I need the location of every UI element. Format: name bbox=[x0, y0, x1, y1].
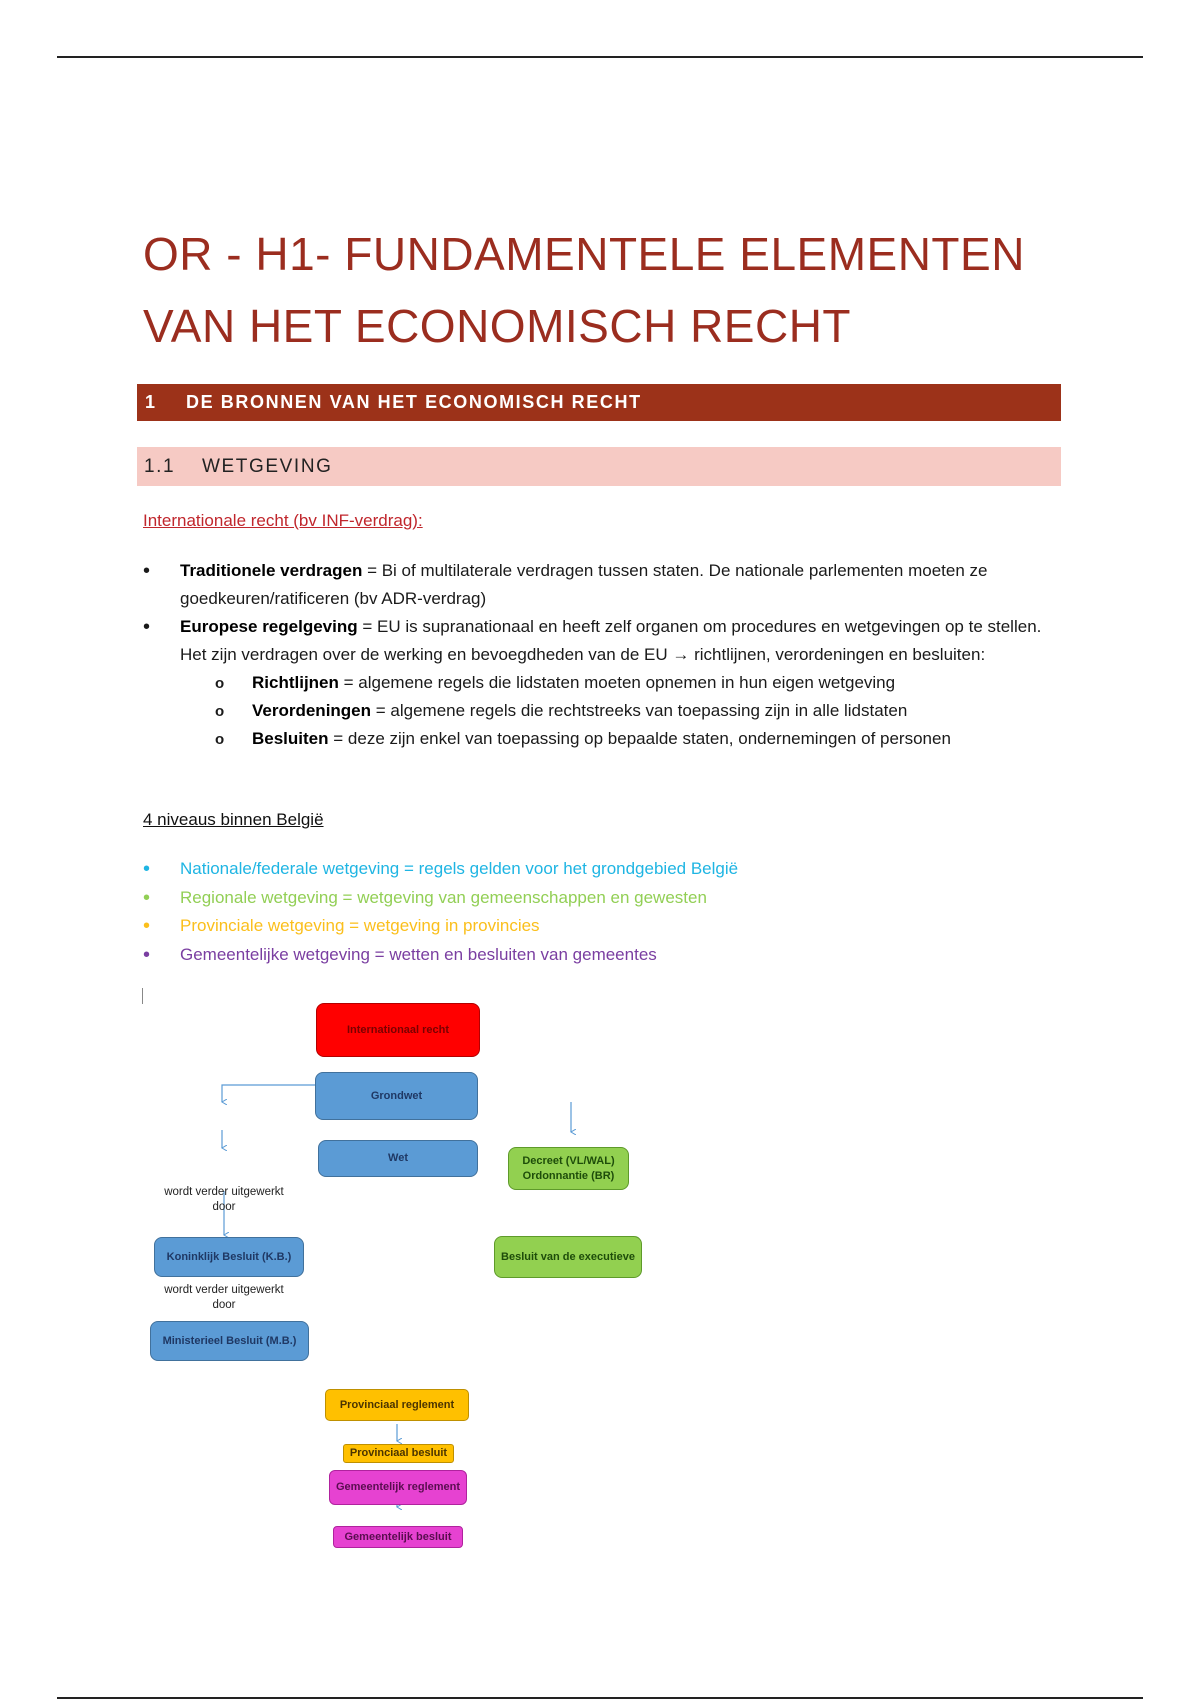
item-text: = Bi of multilaterale verdragen tussen staten. De nationale parlementen moeten ze goedkeuren/ratificeren (bv ADR-verdrag) bbox=[180, 561, 988, 608]
elaboration-note-2 bbox=[154, 1283, 294, 1313]
footer-rule bbox=[57, 1697, 1143, 1699]
item-text: = algemene regels die lidstaten moeten opnemen in hun eigen wetgeving bbox=[338, 673, 896, 692]
note-line: door bbox=[212, 1299, 236, 1311]
municipal-decision-box: Gemeentelijk besluit bbox=[333, 1526, 463, 1548]
title-line-2: VAN HET ECONOMISCH RECHT bbox=[143, 300, 852, 352]
list-item bbox=[143, 613, 1063, 669]
header-rule bbox=[57, 56, 1143, 58]
level-item-regional: • Regionale wetgeving = wetgeving van gemeenschappen en gewesten bbox=[143, 884, 738, 913]
item-text: = deze zijn enkel van toepassing op bepaalde staten, ondernemingen of personen bbox=[328, 729, 951, 748]
sub-list-item bbox=[143, 697, 1063, 725]
constitution-box: Grondwet bbox=[315, 1072, 478, 1120]
international-law-list bbox=[143, 557, 1063, 753]
elaboration-note-1 bbox=[154, 1185, 294, 1215]
heading-2-number: 1.1 bbox=[144, 455, 176, 477]
royal-decree-box: Koninklijk Besluit (K.B.) bbox=[154, 1237, 304, 1277]
heading-1-text: DE BRONNEN VAN HET ECONOMISCH RECHT bbox=[186, 392, 642, 412]
decree-line-1: Decreet (VL/WAL) bbox=[522, 1154, 615, 1167]
level-item-municipal: • Gemeentelijke wetgeving = wetten en besluiten van gemeentes bbox=[143, 941, 738, 970]
heading-2-text: WETGEVING bbox=[202, 455, 333, 477]
legislation-hierarchy-diagram bbox=[140, 985, 645, 1555]
item-text: = algemene regels die rechtstreeks van toepassing zijn in alle lidstaten bbox=[371, 701, 908, 720]
note-line: door bbox=[212, 1201, 236, 1213]
decree-line-2: Ordonnantie (BR) bbox=[522, 1169, 615, 1182]
executive-decision-box: Besluit van de executieve bbox=[494, 1236, 642, 1278]
sub-list-item bbox=[143, 669, 1063, 697]
note-line: wordt verder uitgewerkt bbox=[164, 1284, 284, 1296]
decree-box bbox=[508, 1147, 629, 1190]
level-item-provincial: • Provinciale wetgeving = wetgeving in provincies bbox=[143, 912, 738, 941]
item-term: Verordeningen bbox=[252, 701, 372, 720]
levels-list bbox=[143, 855, 738, 969]
item-text: = EU is supranationaal en heeft zelf organen om procedures en wetgevingen op te stellen. Het zijn verdragen over de werking en bevoegdheden van de EU → richtlijnen, verordeningen en besluiten: bbox=[180, 617, 1042, 664]
title-line-1: OR - H1- FUNDAMENTELE ELEMENTEN bbox=[143, 228, 1025, 280]
municipal-regulation-box: Gemeentelijk reglement bbox=[329, 1470, 467, 1505]
sub-list-item bbox=[143, 725, 1063, 753]
subheading-levels: 4 niveaus binnen België bbox=[143, 810, 324, 829]
provincial-regulation-box: Provinciaal reglement bbox=[325, 1389, 469, 1421]
subheading-international: Internationale recht (bv INF-verdrag): bbox=[143, 511, 423, 530]
heading-1-number: 1 bbox=[145, 392, 157, 412]
item-term: Besluiten bbox=[252, 729, 329, 748]
provincial-decision-box: Provinciaal besluit bbox=[343, 1444, 454, 1463]
document-title bbox=[143, 218, 1103, 362]
item-term: Europese regelgeving bbox=[180, 617, 358, 636]
heading-2-bar bbox=[137, 447, 1061, 486]
international-law-box: Internationaal recht bbox=[316, 1003, 480, 1057]
item-term: Richtlijnen bbox=[252, 673, 339, 692]
law-box: Wet bbox=[318, 1140, 478, 1177]
heading-1-bar bbox=[137, 384, 1061, 421]
level-item-national: • Nationale/federale wetgeving = regels gelden voor het grondgebied België bbox=[143, 855, 738, 884]
note-line: wordt verder uitgewerkt bbox=[164, 1186, 284, 1198]
item-term: Traditionele verdragen bbox=[180, 561, 363, 580]
list-item bbox=[143, 557, 1063, 613]
ministerial-decree-box: Ministerieel Besluit (M.B.) bbox=[150, 1321, 309, 1361]
